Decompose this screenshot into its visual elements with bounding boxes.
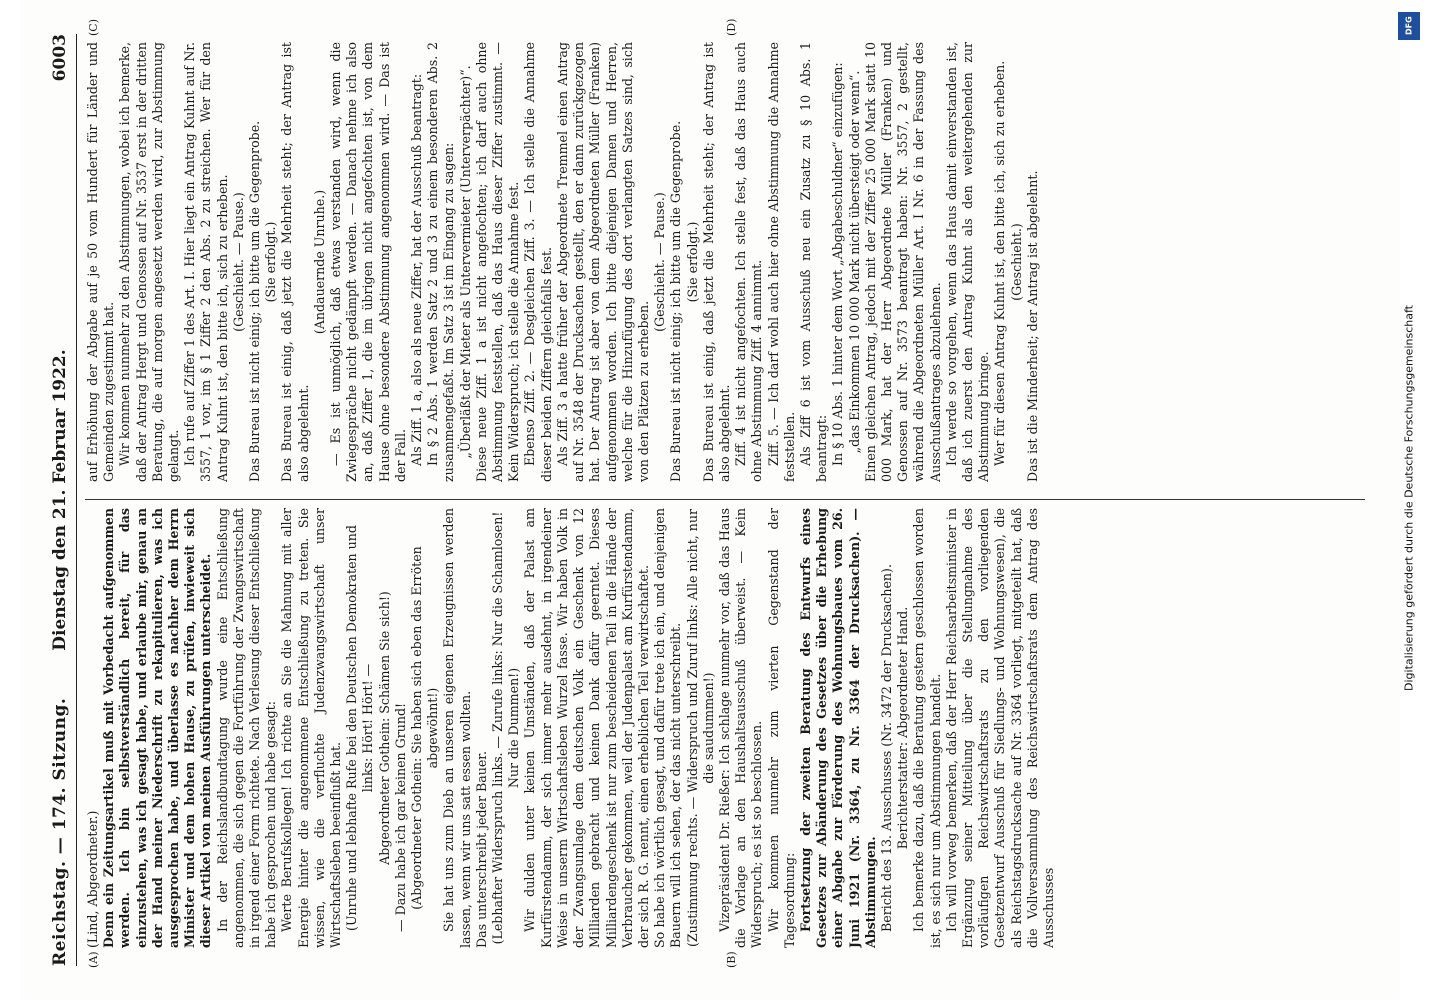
quote: „das Einkommen 10 000 Mark nicht übersteigt oder wenn“. <box>846 70 862 454</box>
paragraph: In der Reichslandbundtagung wurde eine Entschließung angenommen, die sich gegen die Fortführung der Zwangswirtschaft in irgend einer Form richtete. Nach Verlesung dieser Entschließung habe ich gesprochen und habe gesagt: <box>214 508 279 948</box>
paragraph: So habe ich wörtlich gesagt, und dafür trete ich ein, und denjenigen Bauern will ich sehen, der das nicht unterschreibt. <box>652 508 684 948</box>
margin-mark-b: (B) <box>725 951 738 968</box>
interjection: (Lebhafter Widerspruch links. — Zurufe links: Nur die Schamlosen! Nur die Dummen!) <box>490 511 522 945</box>
credit-text: Digitalisierung gefördert durch die Deutsche Forschungsgemeinschaft <box>1402 305 1416 691</box>
paragraph: Ich werde so vorgehen, wenn das Haus damit einverstanden ist, daß ich zuerst den Antrag Kuhnt als den weitergehenden zur Abstimmung bringe. <box>943 42 992 482</box>
paragraph: Das Bureau ist einig, daß jetzt die Mehrheit steht; der Antrag ist also abgelehnt. <box>700 42 732 482</box>
paragraph: Ich bemerke dazu, daß die Beratung gestern geschlossen worden ist, es sich nur um Abstimmungen handelt. <box>911 508 943 948</box>
paragraph: Wir kommen nunmehr zum vierten Gegenstand der Tagesordnung: <box>765 508 797 948</box>
right-column <box>85 42 1365 482</box>
paragraph: Als Ziff 6 ist vom Ausschuß neu ein Zusatz zu § 10 Abs. 1 beantragt: <box>797 42 830 482</box>
page-header <box>46 34 77 966</box>
interjection: (Unruhe und lebhafte Rufe bei den Deutschen Demokraten und links: Hört! Hört! — <box>344 525 376 931</box>
paragraph: — Es ist unmöglich, daß etwas verstanden wird, wenn die Zwiegespräche nicht gedämpft werden. — Danach nehme ich also an, daß Ziffer 1, die im übrigen nicht angefochten ist, von dem Hause ohne besondere Abstimmung angenommen wird. — Das ist der Fall. <box>328 42 408 482</box>
paragraph: Werte Berufskollegen! Ich richte an Sie die Mahnung mit aller Energie hinter die angenommene Entschließung zu treten. Sie wissen, wie die verfluchte Judenzwangswirtschaft unser Wirtschaftsleben beeinflußt hat. <box>279 508 344 948</box>
paragraph: Als Ziff. 3 a hatte früher der Abgeordnete Tremmel einen Antrag auf Nr. 3548 der Drucksachen gestellt, den er dann zurückgezogen hat. Der Antrag ist aber von dem Abgeordneten Müller (Franken) aufgenommen worden. Ich bitte diejenigen Damen und Herren, welche für die Hinzufügung des dort verlangten Satzes sind, sich von den Plätzen zu erheben. <box>554 42 651 482</box>
interjection: (Geschieht.) <box>1008 223 1024 301</box>
paragraph: Das Bureau ist einig, daß jetzt die Mehrheit steht; der Antrag ist also abgelehnt. <box>279 42 311 482</box>
column-divider <box>85 499 1365 500</box>
interjection: (Geschieht. — Pause.) <box>230 192 246 332</box>
interjection: (Sie erfolgt.) <box>263 221 279 303</box>
interjection: (Zustimmung rechts. — Widerspruch und Zuruf links: Alle nicht, nur die saudummen!) <box>684 508 716 948</box>
interjection: (Geschieht. — Pause.) <box>652 192 668 332</box>
paragraph: Sie hat uns zum Dieb an unseren eigenen Erzeugnissen werden lassen, wenn wir uns satt essen wollten. <box>441 508 473 948</box>
paragraph: Einen gleichen Antrag, jedoch mit der Ziffer 25 000 Mark statt 10 000 Mark, hat der Herr Abgeordnete Müller (Franken) und Genossen auf Nr. 3573 beantragt haben: Nr. 3557, 2 gestellt, während die Abgeordneten Müller Art. I Nr. 6 in der Fassung des Ausschußantrages abzulehnen. <box>862 42 943 482</box>
paragraph: Ziff. 5. — Ich darf wohl auch hier ohne Abstimmung die Annahme feststellen. <box>765 42 797 482</box>
interjection: Abgeordneter Gothein: Schämen Sie sich!) <box>376 591 392 865</box>
paragraph: Berichterstatter: Abgeordneter Hand. <box>895 606 911 850</box>
paragraph: Denn ein Zeitungsartikel muß mit Vorbedacht aufgenommen werden. Ich bin selbstverständlich bereit, für das einzustehen, was ich gesagt habe, und erlaube mir, genau an der Hand meiner Niederschrift zu rekapitulieren, was ich ausgesprochen habe, und überlasse es nachher dem Herrn Minister und dem hohen Hause, zu prüfen, inwieweit sich dieser Artikel von meinen Ausführungen unterscheidet. <box>101 508 214 948</box>
paragraph: Wir kommen nunmehr zu den Abstimmungen, wobei ich bemerke, daß der Antrag Hergt und Genossen auf Nr. 3537 erst in der dritten Beratung, die auf morgen angesetzt werden wird, zur Abstimmung gelangt. <box>117 42 182 482</box>
text-columns <box>85 18 1365 968</box>
paragraph: In § 10 Abs. 1 hinter dem Wort „Abgabeschuldner“ einzufügen: <box>830 62 846 466</box>
quote: „Überläßt der Mieter als Untervermieter (Unterverpächter)“. <box>457 65 473 459</box>
paragraph: Bericht des 13. Ausschusses (Nr. 3472 der Drucksachen). <box>878 564 894 932</box>
interjection: (Abgeordneter Gothein: Sie haben sich eben das Erröten abgewöhnt!) <box>409 546 441 910</box>
dfg-logo: DFG <box>1398 12 1420 40</box>
interjection: (Sie erfolgt.) <box>684 221 700 303</box>
paragraph: Das unterschreibt jeder Bauer. <box>473 751 489 948</box>
paragraph: Als Ziff. 1 a, also als neue Ziffer, hat der Ausschuß beantragt: <box>409 73 425 466</box>
margin-mark-a: (A) <box>87 951 100 968</box>
left-column <box>85 508 1365 948</box>
paragraph: Das ist die Minderheit; der Antrag ist abgelehnt. <box>1024 170 1040 482</box>
paragraph: In § 2 Abs. 1 werden Satz 2 und 3 zu einem besonderen Abs. 2 zusammengefaßt. Im Satz 3 ist im Eingang zu sagen: <box>425 42 457 482</box>
margin-mark-d: (D) <box>725 18 738 36</box>
paragraph: Das Bureau ist nicht einig; ich bitte um die Gegenprobe. <box>247 120 263 482</box>
paragraph: Das Bureau ist nicht einig; ich bitte um die Gegenprobe. <box>668 120 684 482</box>
document-page <box>20 0 1400 1000</box>
paragraph: Ich rufe auf Ziffer 1 des Art. I. Hier liegt ein Antrag Kuhnt auf Nr. 3557, 1 vor, im § 1 Ziffer 2 den Abs. 2 zu streichen. Wer für den Antrag Kuhnt ist, den bitte ich, sich zu erheben. <box>182 42 230 482</box>
paragraph: Ich will vorweg bemerken, daß der Herr Reichsarbeitsminister in Ergänzung seiner Mitteilung über die Stellungnahme des vorläufigen Reichswirtschaftsrats zu den vorliegenden Gesetzentwurf Ausschuß für Siedlungs- und Wohnungswesen), die als Reichstagsdrucksache auf Nr. 3364 vorliegt, mitgeteilt hat, daß die Vollversammlung des Reichswirtschaftsrats dem Antrag des Ausschusses <box>943 508 1056 948</box>
paragraph: auf Erhöhung der Abgabe auf je 50 vom Hundert für Länder und Gemeinden zugestimmt hat. <box>85 42 117 482</box>
paragraph: Diese neue Ziff. 1 a ist nicht angefochten; ich darf auch ohne Abstimmung feststellen, daß das Haus dieser Ziffer zustimmt. — Kein Widerspruch; ich stelle die Annahme fest. <box>473 42 522 482</box>
header-title: Reichstag. — 174. Sitzung. <box>50 697 70 966</box>
interjection: (Andauernde Unruhe.) <box>311 189 327 335</box>
paragraph: Wir dulden unter keinen Umständen, daß der Palast am Kurfürstendamm, der sich immer mehr ausdehnt, in irgendeiner Weise in unserm Wirtschaftsleben Wurzel fasse. Wir haben Volk in der Zwangsumlage dem deutschen Volk ein Geschenk von 12 Milliarden gebracht und keinen Dank dafür geerntet. Dieses Milliardengeschenk ist nur zum bescheidenen Teil in die Hände der Verbraucher gekommen, weil der Judenpalast am Kurfürstendamm, der sich R. G. nennt, einen erheblichen Teil verwirtschaftet. <box>522 508 651 948</box>
paragraph: — Dazu habe ich gar keinen Grund! <box>392 702 408 932</box>
paragraph: Ebenso Ziff. 2. — Desgleichen Ziff. 3. — Ich stelle die Annahme dieser beiden Ziffern gleichfalls fest. <box>522 42 554 482</box>
paragraph: Vizepräsident Dr. Rießer: Ich schlage nunmehr vor, daß das Haus die Vorlage an den Haushaltsausschuß überweist. — Kein Widerspruch; es ist so beschlossen. <box>716 508 765 948</box>
paragraph: Wer für diesen Antrag Kuhnt ist, den bitte ich, sich zu erheben. <box>992 60 1008 466</box>
paragraph: (Lind, Abgeordneter.) <box>85 810 100 948</box>
agenda-item: Fortsetzung der zweiten Beratung des Entwurfs eines Gesetzes zur Abänderung des Gesetzes über die Erhebung einer Abgabe zur Förderung des Wohnungsbaues vom 26. Juni 1921 (Nr. 3364, zu Nr. 3364 der Drucksachen). — Abstimmungen. <box>797 508 878 948</box>
digitization-credit <box>1395 8 1423 988</box>
paragraph: Ziff. 4 ist nicht angefochten. Ich stelle fest, daß das Haus auch ohne Abstimmung Ziff. 4 annimmt. <box>733 42 765 482</box>
margin-mark-c: (C) <box>87 19 100 36</box>
header-date: Dienstag den 21. Februar 1922. <box>50 349 70 651</box>
page-number: 6003 <box>50 34 70 82</box>
